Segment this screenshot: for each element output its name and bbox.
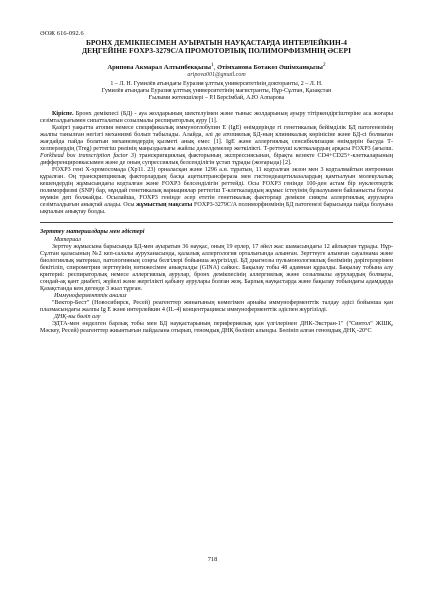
- p3-bold: жұмыстың мақсаты: [136, 202, 193, 209]
- author-1: Арипова Акмарал Алтынбекқызы: [107, 64, 212, 71]
- p3-text-b: FOXP3-3279C/A полиморфизмінің БД патогенезі барысында пайда болуына ықпалын анықтау болды.: [40, 202, 394, 216]
- affiliation-line-2: Гумилёв атындағы Еуразия ұлттық университетінің магистранты, Нұр-Сұлтан, Қазақстан: [101, 87, 332, 94]
- article-title: [40, 39, 393, 56]
- author-email: aripova001@gmail.com: [187, 71, 246, 78]
- page-number: 718: [207, 556, 218, 563]
- affiliation-line-1: 1 – Л. Н. Гумилёв атындағы Еуразия ұлттық университетінің докторанты, 2 – Л. Н.: [110, 80, 323, 87]
- title-line-2: ДЕҢГЕЙІНЕ FOXP3-3279C/A ПРОМОТОРЛЫҚ ПОЛИМОРФИЗМНІҢ ӘСЕРІ: [81, 46, 352, 56]
- author-1-sup: 1: [211, 61, 214, 68]
- material-subtitle: Материал: [54, 236, 81, 243]
- intro-text: Бронх демікпесі (БД) - ауа жолдарының шектелуімен және тыныс жолдарының ауыру тітіркендіргіштеріне аса жоғары сезімталдығымен сипатталатын созылмалы респираторлық ауру [1].: [40, 110, 393, 124]
- intro-label: Кіріспе.: [52, 110, 74, 117]
- p3-text-a: FOXP3 гені X-хромосомада (Xp11. 23) орналасқан және 1296 а.н. тұратын, 11 кодталған экзон мен 3 кодталмайтын интроннан құралған. Оң транскрипциялық факторлардың басқа ацетилтрансфераза мен гистондеацетилазалардың қамтылуын молекулалық кешендердің жұмысындағы кодталған және FOXP3 белсенділігін реттейді. Осы FOXP3 генінде 100-ден астам бір нуклеотидтік полиморфизмі (SNP) бар, мұндай генетикалық вариациялар реттегіш Т-клеткалардың жұмыс істеуінің бұзылуымен байланысты болуы мүмкін деп болжайды. Осылайша, FOXP3 генінде әсер ететін генетикалық факторлар демікпе сияқты аллергиялық ауруларға сезімталдығын анықтай алады. Осы: [40, 167, 393, 209]
- intro-paragraph-2: Қазіргі уақытта атопия немесе спецификалық иммуноглобулин E (IgE) өнімдерінде гі генетикалық бейімділік БД патогенезінің жалпы танылған негізгі механизмі болып табылады. Алайда, әлі де атопиялық БД-ның клиникалық көрінісіне және БД-сі болмаған жағдайда пайда болатын механизмдердің қызметі анық емес [1]. IgE және аллергиялық сенсибилизация өнімдерін басуда Т-хелперлердің (Treg) реттегіш рөлінің маңыздылығы жайлы дәлелдемелер жеткілікті. Т-реттеуші клеткалардың арқасы FOXP3 (ағылш. Forkhead box transcription factor 3) транскрипциялық факторының экспрессиясынан, бірақта кезекте CD4+CD25+-клеткаларының дифференцировкасымен және де оның супрессиялық белсенділігін ұстап тұрады (жоғарыда) [2].: [40, 124, 393, 167]
- affiliations: [40, 81, 393, 102]
- affiliation-line-3: Ғылыми жетекшілері – Р.І Берсімбай, А.Ю Алпарова: [148, 94, 285, 101]
- dna-subtitle: ДНҚ-ны бөліп алу: [54, 313, 101, 320]
- author-2-sup: 2: [322, 61, 326, 68]
- intro-paragraph: [40, 111, 393, 125]
- title-line-1: БРОНХ ДЕМІКПЕСІМЕН АУЫРАТЫН НАУҚАСТАРДА ИНТЕРЛЕЙКИН-4: [85, 38, 348, 47]
- immuno-paragraph: "Вектор-Бест" (Новосибирск, Ресей) реагенттер жинағының көмегімен арнайы иммуноферменттік талдау әдісі бойынша қан плазмасындағы жалпы Ig E және интерлейкин 4 (IL-4) концентрациясы иммуноферменттік әдіспен жүргізілді.: [40, 299, 393, 313]
- author-separator: ,: [213, 64, 218, 71]
- author-2: Әтімханова Ботакөз Әшімханқызы: [217, 64, 323, 71]
- immuno-subtitle: Иммуноферменттік анализ: [54, 292, 127, 299]
- introduction: [40, 111, 393, 217]
- material-paragraph: Зерттеу жұмысына барысында БД-мен ауыратын 36 науқас, оның 19 ерлер, 17 әйел жас шамасындағы 12 айлықтан тұрады. Нұр-Сұлтан қаласының №2 кеп-салалы ауруханасында, қалалық аллергология орталығында алынған. Зерттеуге алынған сауалнама және биологиялық материал, патологияның соңғы белгілері бойынша жүргізілді. БД диагнозы пульмонологиялық бөлімінің дәрігерлерімен бекітіліп, спирометрия зерттеуінің нәтижесімен анықталды (GINA) сайкес. Бақылау тобы 48 адамнан құралды. Бақылау тобына алу критериі: респираторлық немесе аллергиялық аурулар, бронх демікпесінің аллергиялық және созылмалы аурулардың болмауы, сондай-ақ қант диабеті, жүйелі және жергілікті қабыну аурулары болған жоқ. Барлық науқастарда және бақылау тобындағы адамдарда Қазақстанда кем дегенде 3 жыл тұрған.: [40, 243, 393, 292]
- methods-title: Зерттеу материалдары мен әдістері: [40, 228, 145, 236]
- intro-paragraph-3: [40, 167, 393, 216]
- dna-paragraph: ЭДТА-мен өңделген барлық тобы мен БД науқастарының перифериялық қан үлгілерінен ДНК-Экстран-1" ("Синтол" ЖШҚ, Мәскеу, Ресей) реагенттер жиынтығын пайдалана отырып, геномдық ДНҚ бөлініп алынды. Бөлініп алған геномдық ДНҚ -20°С: [40, 320, 393, 334]
- authors: [40, 62, 393, 72]
- udc-code: ӘОЖ 616-092.6: [40, 30, 84, 37]
- p2-italic-phrase: Forkhead box transcription factor 3: [40, 153, 134, 160]
- methods-section: [40, 228, 393, 335]
- section-divider: [40, 222, 393, 223]
